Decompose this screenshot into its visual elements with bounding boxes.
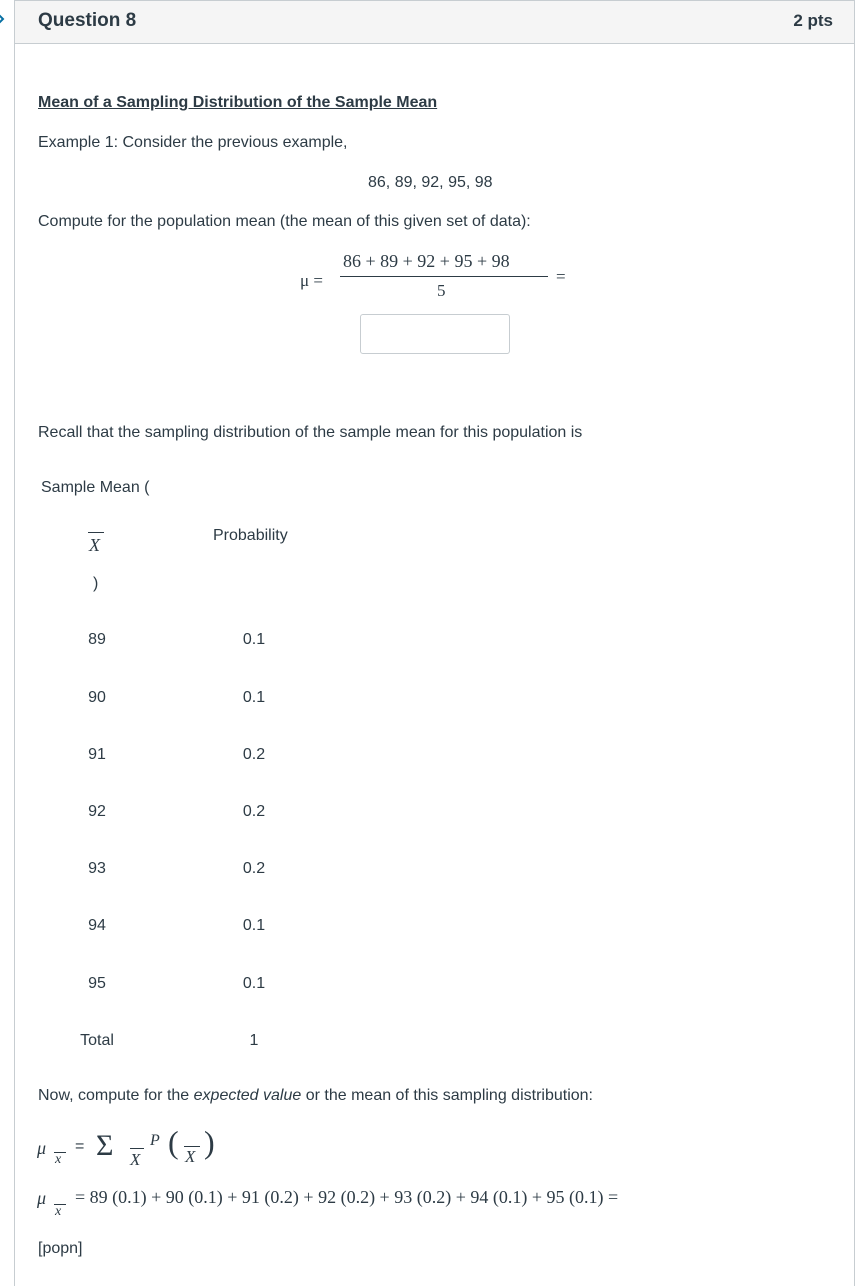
table-cell-prob: 0.2	[242, 860, 266, 877]
table-header-xbar: X	[89, 535, 100, 555]
question-title: Question 8	[38, 10, 137, 31]
table-cell-mean: 94	[88, 917, 106, 934]
table-cell-prob: 0.1	[242, 689, 266, 706]
table-cell-mean: 90	[88, 689, 106, 706]
table-cell-prob: 0.1	[242, 975, 266, 992]
formula1-px: X	[185, 1147, 196, 1166]
mu-equals: μ =	[300, 271, 323, 290]
formula2-expansion: = 89 (0.1) + 90 (0.1) + 91 (0.2) + 92 (0.2) + 93 (0.2) + 94 (0.1) + 95 (0.1) =	[75, 1187, 619, 1207]
formula1-x-bar	[130, 1148, 144, 1149]
example-intro: Example 1: Consider the previous example,	[38, 134, 348, 151]
formula1-eq: =	[75, 1138, 85, 1155]
table-cell-mean: 89	[88, 631, 106, 648]
population-mean-answer-input[interactable]	[360, 314, 510, 354]
formula1-mu-sub: x	[55, 1152, 62, 1167]
fraction-bar	[340, 276, 548, 277]
table-header-close-paren: )	[93, 575, 99, 592]
table-cell-prob: 0.2	[242, 803, 266, 820]
fraction-denominator: 5	[437, 281, 446, 300]
expected-value-prompt-before: Now, compute for the	[38, 1087, 194, 1104]
formula1-rparen: )	[204, 1124, 215, 1160]
table-header-probability: Probability	[213, 527, 288, 544]
expected-value-prompt-after: or the mean of this sampling distribution:	[301, 1087, 593, 1104]
table-cell-prob: 0.1	[242, 917, 266, 934]
recall-text: Recall that the sampling distribution of the sample mean for this population is	[38, 424, 583, 441]
formula1-mu: μ	[37, 1138, 47, 1158]
expected-value-prompt-em: expected value	[193, 1087, 302, 1104]
population-mean-prompt: Compute for the population mean (the mean of this given set of data):	[38, 213, 531, 230]
table-header-sample-mean: Sample Mean (	[41, 479, 150, 496]
sigma-symbol: Σ	[96, 1129, 114, 1162]
formula2-mu-sub: x	[55, 1204, 62, 1219]
table-total-value: 1	[249, 1032, 259, 1049]
table-cell-mean: 92	[88, 803, 106, 820]
table-cell-mean: 93	[88, 860, 106, 877]
formula1-x: X	[130, 1150, 141, 1169]
popn-placeholder: [popn]	[38, 1240, 83, 1257]
question-header	[14, 0, 855, 44]
chevron-right-icon[interactable]	[0, 10, 8, 28]
table-cell-prob: 0.1	[242, 631, 266, 648]
formula1-p: P	[150, 1132, 160, 1149]
table-total-label: Total	[80, 1032, 114, 1049]
expected-value-prompt	[38, 1087, 593, 1105]
fraction-equals: =	[556, 267, 566, 286]
formula2-mu: μ	[37, 1188, 47, 1208]
data-values: 86, 89, 92, 95, 98	[368, 174, 493, 191]
xbar-overline	[88, 532, 104, 533]
question-points: 2 pts	[793, 11, 833, 30]
table-cell-prob: 0.2	[242, 746, 266, 763]
fraction-numerator: 86 + 89 + 92 + 95 + 98	[343, 251, 510, 271]
table-cell-mean: 95	[88, 975, 106, 992]
section-title: Mean of a Sampling Distribution of the Sample Mean	[38, 94, 438, 111]
table-cell-mean: 91	[88, 746, 106, 763]
formula1-lparen: (	[168, 1124, 179, 1160]
